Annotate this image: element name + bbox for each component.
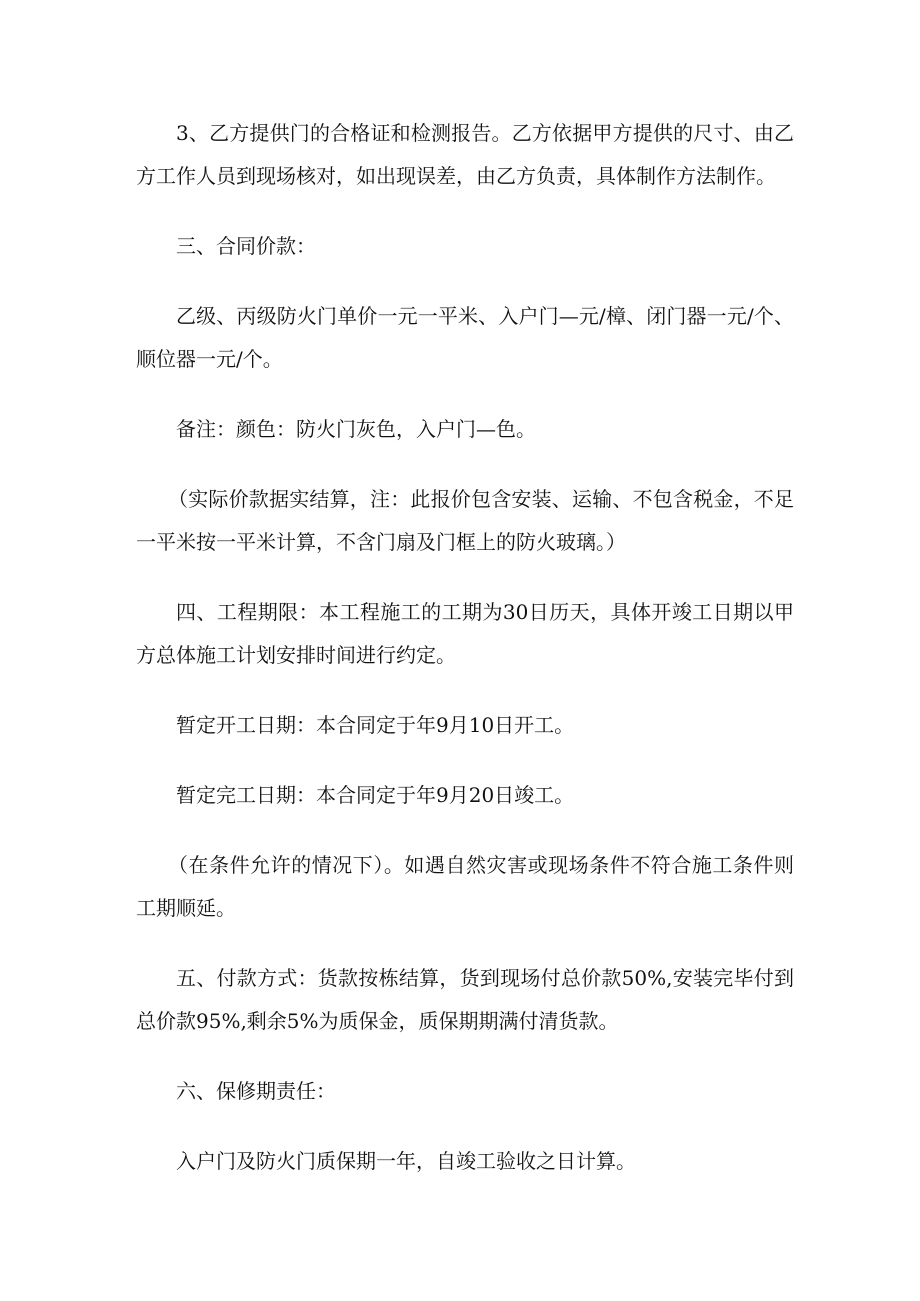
paragraph-price-remark: （实际价款据实结算，注：此报价包含安装、运输、不包含税金，不足一平米按一平米计算，不含门扇及门框上的防火玻璃。）	[136, 487, 794, 554]
heading-warranty-responsibility: 六、保修期责任：	[176, 1079, 336, 1103]
paragraph-warranty-period: 入户门及防火门质保期一年，自竣工验收之日计算。	[176, 1149, 636, 1173]
paragraph-door-certificate: 3、乙方提供门的合格证和检测报告。乙方依据甲方提供的尺寸、由乙方工作人员到现场核对，如出现误差，由乙方负责，具体制作方法制作。	[136, 121, 794, 188]
document-body	[136, 112, 794, 1183]
paragraph-start-date: 暂定开工日期：本合同定于年9月10日开工。	[176, 713, 575, 737]
paragraph-extension-condition: （在条件允许的情况下）。如遇自然灾害或现场条件不符合施工条件则工期顺延。	[136, 853, 794, 920]
paragraph-unit-prices: 乙级、丙级防火门单价一元一平米、入户门—元/樟、闭门器一元/个、顺位器一元/个。	[136, 304, 794, 371]
paragraph-project-period: 四、工程期限：本工程施工的工期为30日历天，具体开竣工日期以甲方总体施工计划安排时间进行约定。	[136, 600, 794, 667]
heading-contract-price: 三、合同价款：	[176, 234, 316, 258]
paragraph-completion-date: 暂定完工日期：本合同定于年9月20日竣工。	[176, 783, 575, 807]
paragraph-color-note: 备注：颜色：防火门灰色，入户门—色。	[176, 417, 536, 441]
paragraph-payment-terms: 五、付款方式：货款按栋结算，货到现场付总价款50%,安装完毕付到总价款95%,剩余5%为质保金，质保期期满付清货款。	[136, 966, 794, 1033]
